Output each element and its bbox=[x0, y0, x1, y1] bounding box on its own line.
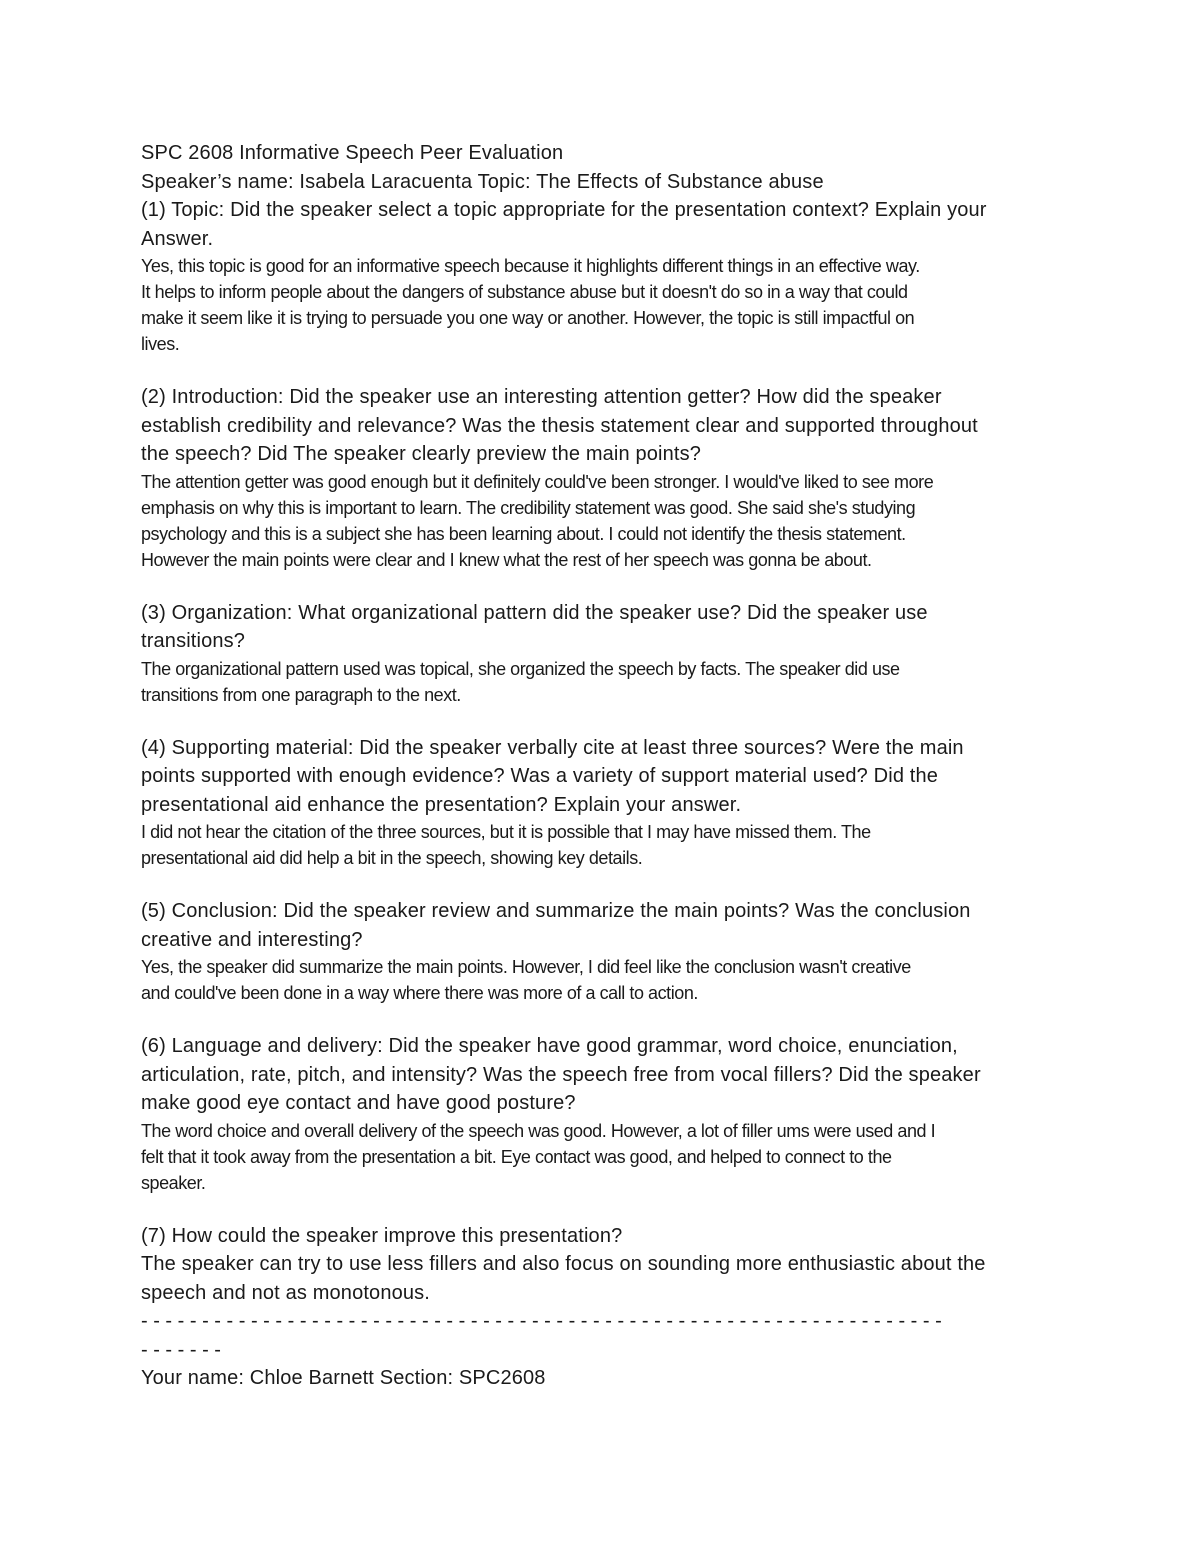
answer-3-text: transitions from one paragraph to the next. bbox=[141, 684, 461, 705]
question-2-text: establish credibility and relevance? Was the thesis statement clear and supported throughout bbox=[141, 414, 978, 437]
answer-6-text: felt that it took away from the presentation a bit. Eye contact was good, and helped to connect to the bbox=[141, 1146, 892, 1167]
question-5-text: creative and interesting? bbox=[141, 928, 363, 951]
question-4-text: points supported with enough evidence? Was a variety of support material used? Did the bbox=[141, 765, 939, 787]
evaluation-form bbox=[141, 139, 1066, 1393]
document-title: SPC 2608 Informative Speech Peer Evaluation bbox=[141, 142, 564, 164]
question-7-section bbox=[141, 1222, 1066, 1308]
answer-7-text: speech and not as monotonous. bbox=[141, 1281, 430, 1304]
question-5-section bbox=[141, 897, 1066, 1006]
answer-6-text: The word choice and overall delivery of the speech was good. However, a lot of filler ums were used and I bbox=[141, 1120, 936, 1141]
evaluator-info-line: Your name: Chloe Barnett Section: SPC2608 bbox=[141, 1367, 546, 1389]
answer-1-text: lives. bbox=[141, 334, 180, 354]
answer-2-text: emphasis on why this is important to learn. The credibility statement was good. She said she's studying bbox=[141, 497, 916, 518]
answer-4-text: presentational aid did help a bit in the speech, showing key details. bbox=[141, 848, 643, 868]
paragraph-gap bbox=[141, 708, 1066, 734]
dashed-divider: - - - - - - - bbox=[141, 1338, 221, 1361]
question-4-text: (4) Supporting material: Did the speaker verbally cite at least three sources? Were the main bbox=[141, 736, 964, 759]
question-3-section bbox=[141, 599, 1066, 708]
question-4-text: presentational aid enhance the presentation? Explain your answer. bbox=[141, 793, 742, 816]
answer-2-text: However the main points were clear and I knew what the rest of her speech was gonna be about. bbox=[141, 549, 872, 570]
question-1-text: Answer. bbox=[141, 227, 214, 250]
answer-1-text: It helps to inform people about the dangers of substance abuse but it doesn't do so in a way that could bbox=[141, 282, 908, 302]
paragraph-gap bbox=[141, 573, 1066, 599]
dashed-divider: - - - - - - - - - - - - - - - - - - - - - - - - - - - - - - - - - - - - - - - - - - - - - - - - - - - - - - - - - - - - - - - - - - bbox=[141, 1310, 942, 1332]
answer-5-text: Yes, the speaker did summarize the main points. However, I did feel like the conclusion wasn't creative bbox=[141, 957, 911, 977]
paragraph-gap bbox=[141, 357, 1066, 383]
question-6-section bbox=[141, 1032, 1066, 1196]
question-3-text: transitions? bbox=[141, 630, 246, 652]
answer-2-text: The attention getter was good enough but it definitely could've been stronger. I would've liked to see more bbox=[141, 471, 934, 492]
speaker-info-line: Speaker’s name: Isabela Laracuenta Topic: The Effects of Substance abuse bbox=[141, 170, 824, 193]
question-2-section bbox=[141, 383, 1066, 573]
question-6-text: articulation, rate, pitch, and intensity? Was the speech free from vocal fillers? Did the speaker bbox=[141, 1063, 981, 1086]
question-1-section bbox=[141, 196, 1066, 357]
answer-5-text: and could've been done in a way where there was more of a call to action. bbox=[141, 983, 698, 1003]
answer-6-text: speaker. bbox=[141, 1172, 206, 1193]
question-4-section bbox=[141, 734, 1066, 872]
question-2-text: (2) Introduction: Did the speaker use an interesting attention getter? How did the speaker bbox=[141, 386, 942, 408]
answer-4-text: I did not hear the citation of the three sources, but it is possible that I may have missed them. The bbox=[141, 822, 871, 842]
question-3-text: (3) Organization: What organizational pattern did the speaker use? Did the speaker use bbox=[141, 601, 928, 624]
answer-1-text: Yes, this topic is good for an informative speech because it highlights different things in an effective way. bbox=[141, 256, 920, 276]
paragraph-gap bbox=[141, 871, 1066, 897]
answer-2-text: psychology and this is a subject she has been learning about. I could not identify the thesis statement. bbox=[141, 523, 906, 544]
question-2-text: the speech? Did The speaker clearly preview the main points? bbox=[141, 443, 702, 465]
paragraph-gap bbox=[141, 1196, 1066, 1222]
answer-7-text: The speaker can try to use less fillers and also focus on sounding more enthusiastic about the bbox=[141, 1253, 986, 1275]
question-6-text: make good eye contact and have good posture? bbox=[141, 1092, 576, 1114]
paragraph-gap bbox=[141, 1006, 1066, 1032]
question-6-text: (6) Language and delivery: Did the speaker have good grammar, word choice, enunciation, bbox=[141, 1035, 958, 1057]
answer-1-text: make it seem like it is trying to persuade you one way or another. However, the topic is still impactful on bbox=[141, 308, 915, 328]
question-7-text: (7) How could the speaker improve this presentation? bbox=[141, 1224, 623, 1247]
question-5-text: (5) Conclusion: Did the speaker review and summarize the main points? Was the conclusion bbox=[141, 900, 971, 922]
question-1-text: (1) Topic: Did the speaker select a topic appropriate for the presentation context? Explain your bbox=[141, 199, 987, 221]
answer-3-text: The organizational pattern used was topical, she organized the speech by facts. The speaker did use bbox=[141, 658, 900, 679]
